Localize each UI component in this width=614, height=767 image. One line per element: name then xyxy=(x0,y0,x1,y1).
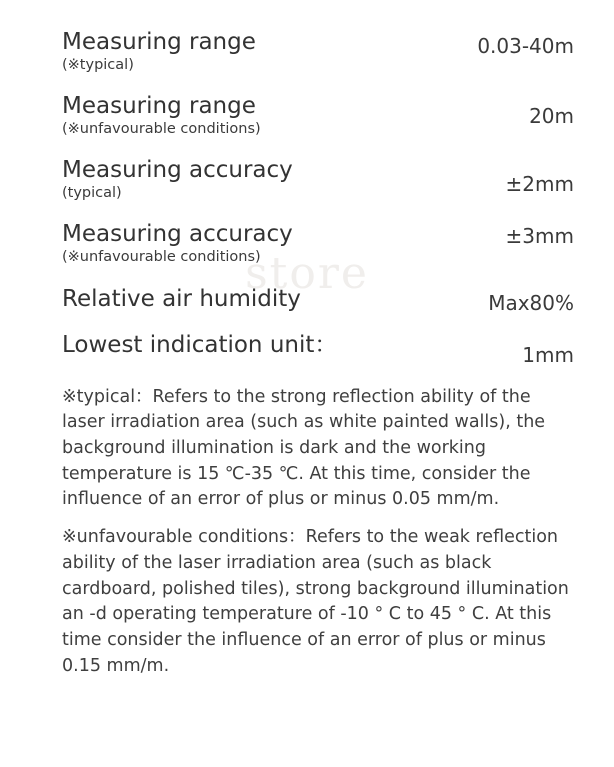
spec-label-sub: (※typical) xyxy=(62,56,134,73)
spec-value: ±2mm xyxy=(505,172,574,197)
spec-label xyxy=(62,158,293,202)
spec-label-main: Relative air humidity xyxy=(62,285,301,312)
spec-label-main: Measuring range xyxy=(62,93,256,120)
spec-label-main: Measuring range xyxy=(62,29,256,55)
spec-label xyxy=(62,30,256,74)
spec-label xyxy=(62,222,293,266)
watermark-text: store xyxy=(245,248,369,299)
spec-label xyxy=(62,333,337,359)
spec-label-sub: (typical) xyxy=(62,185,122,202)
spec-label-main: Measuring accuracy xyxy=(62,157,293,184)
spec-value: 0.03-40m xyxy=(477,34,574,58)
table-row xyxy=(62,287,574,315)
spec-value: ±3mm xyxy=(505,224,574,249)
spec-value: 1mm xyxy=(522,342,574,367)
spec-value: Max80% xyxy=(488,290,574,315)
spec-label-main: Lowest indication unit： xyxy=(62,331,338,358)
table-row xyxy=(62,30,574,74)
spec-label-sub: (※unfavourable conditions) xyxy=(62,120,261,137)
spec-label-sub: (※unfavourable conditions) xyxy=(62,249,261,266)
footnotes xyxy=(62,385,576,680)
table-row xyxy=(62,158,574,202)
table-row xyxy=(62,333,574,367)
spec-label xyxy=(62,287,301,313)
footnote-typical: ※typical：Refers to the strong reflection ability of the laser irradiation area (such as white painted walls), the background illumination is dark and the working temperature is 15 ℃-35 ℃. At this time, consider the influence of an error of plus or minus 0.05 mm/m. xyxy=(62,386,546,510)
table-row xyxy=(62,94,574,138)
specification-table xyxy=(62,30,574,367)
spec-label xyxy=(62,94,261,138)
footnote-unfavourable: ※unfavourable conditions：Refers to the weak reflection ability of the laser irradiation area (such as black cardboard, polished tiles), strong background illumination an -d operating temperature of -10 ° C to 45 ° C. At this time consider the influence of an error of plus or minus 0.15 mm/m. xyxy=(62,527,569,676)
spec-value: 20m xyxy=(529,104,574,129)
spec-label-main: Measuring accuracy xyxy=(62,221,293,248)
table-row xyxy=(62,222,574,266)
